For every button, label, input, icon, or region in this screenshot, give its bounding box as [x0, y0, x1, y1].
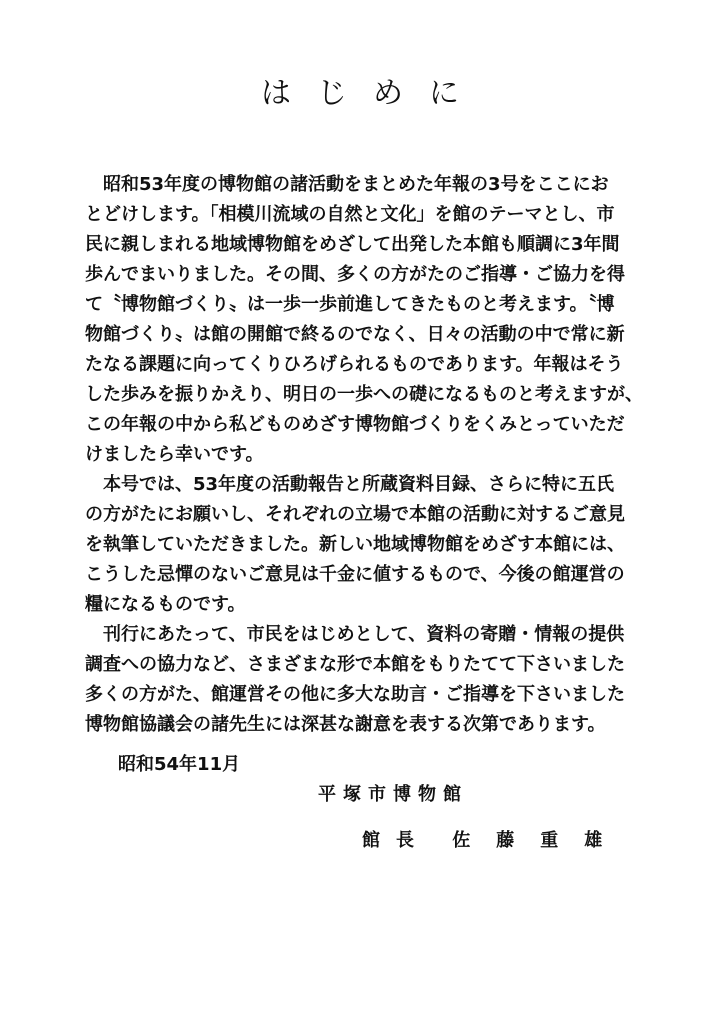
body-line: こうした忌憚のないご意見は千金に値するもので、今後の館運営の — [85, 564, 625, 585]
body-line: 昭和53年度の博物館の諸活動をまとめた年報の3号をここにお — [85, 174, 609, 195]
body-line: 本号では、53年度の活動報告と所蔵資料目録、さらに特に五氏 — [85, 474, 615, 495]
body-line: 多くの方がた、館運営その他に多大な助言・ご指導を下さいました — [85, 684, 625, 705]
body-line: とどけします。「相模川流域の自然と文化」を館のテーマとし、市 — [85, 204, 615, 225]
body-line: 刊行にあたって、市民をはじめとして、資料の寄贈・情報の提供 — [85, 624, 625, 645]
body-line: 博物館協議会の諸先生には深甚な謝意を表する次第であります。 — [85, 714, 606, 735]
author-name: 佐藤重雄 — [452, 830, 629, 851]
body-line: した歩みを振りかえり、明日の一歩への礎になるものと考えますが、 — [85, 384, 643, 405]
body-line: たなる課題に向ってくりひろげられるものであります。年報はそう — [85, 354, 624, 375]
author-role: 館長 — [362, 830, 430, 851]
body-line: を執筆していただきました。新しい地域博物館をめざす本館には、 — [85, 534, 625, 555]
body-line: 糧になるものです。 — [85, 594, 246, 615]
body-line: 調査への協力など、さまざまな形で本館をもりたてて下さいました — [85, 654, 625, 675]
body-line: 歩んでまいりました。その間、多くの方がたのご指導・ご協力を得 — [85, 264, 625, 285]
organization-name: 平塚市博物館 — [318, 784, 468, 805]
body-line: 民に親しまれる地域博物館をめざして出発した本館も順調に3年間 — [85, 234, 620, 255]
body-line: て〝博物館づくり〟は一歩一歩前進してきたものと考えます。〝博 — [85, 294, 615, 315]
page-title: はじめに — [261, 76, 485, 111]
author-signature — [362, 826, 628, 856]
body-line: の方がたにお願いし、それぞれの立場で本館の活動に対するご意見 — [85, 504, 625, 525]
body-line: けましたら幸いです。 — [85, 444, 264, 465]
body-line: 物館づくり〟は館の開館で終るのでなく、日々の活動の中で常に新 — [85, 324, 625, 345]
body-line: この年報の中から私どものめざす博物館づくりをくみとっていただ — [85, 414, 625, 435]
issue-date: 昭和54年11月 — [118, 754, 241, 775]
